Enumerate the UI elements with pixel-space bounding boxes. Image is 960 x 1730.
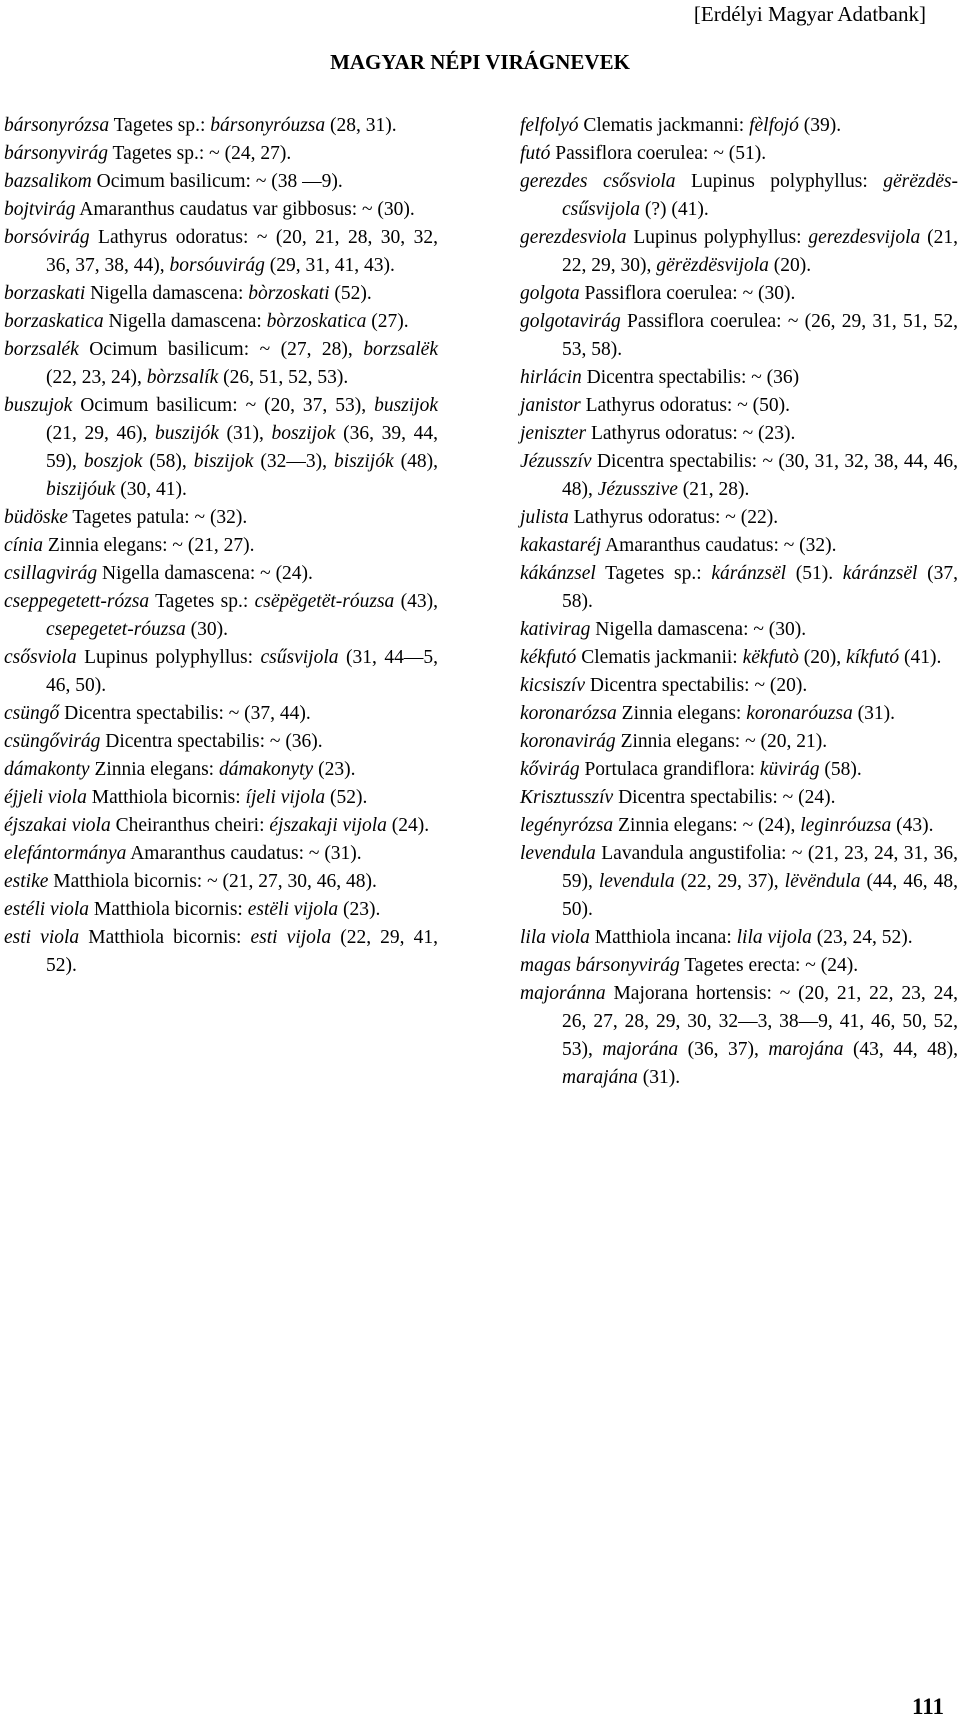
entry-text: Lathyrus odoratus: ~ (22). — [568, 507, 779, 528]
folk-name: cínia — [4, 535, 43, 556]
dictionary-entry — [4, 868, 438, 896]
folk-name: Jézusszív — [520, 451, 592, 472]
folk-name: éjjeli viola — [4, 787, 87, 808]
entry-text: Clematis jackmanni: — [578, 115, 750, 136]
folk-name: gërëzdës-csűsvijola — [562, 171, 958, 220]
entry-text: Lupinus polyphyllus: — [76, 647, 261, 668]
entry-text: (52). — [329, 283, 372, 304]
folk-name: esti vijola — [250, 927, 332, 948]
dictionary-entry — [4, 700, 438, 728]
entry-text: Lathyrus odoratus: ~ (20, 21, 28, 30, 32, 36, 37, 38, 44), — [46, 227, 438, 276]
folk-name: csűsvijola — [260, 647, 339, 668]
folk-name: lila vijola — [736, 927, 812, 948]
entry-text: Zinnia elegans: ~ (24), — [613, 815, 801, 836]
entry-text: Dicentra spectabilis: ~ (36) — [581, 367, 800, 388]
entry-text: (58), — [142, 451, 194, 472]
dictionary-entry — [520, 448, 958, 504]
folk-name: bòrzoskatica — [266, 311, 367, 332]
folk-name: gerezdesvijola — [808, 227, 921, 248]
dictionary-entry — [520, 924, 958, 952]
entry-text: Tagetes sp.: — [595, 563, 712, 584]
dictionary-entry — [4, 588, 438, 644]
entry-text: (21, 22, 29, 30), — [562, 227, 958, 276]
entry-text: Zinnia elegans: — [616, 703, 747, 724]
folk-name: borsóuvirág — [169, 255, 265, 276]
entry-text: Ocimum basilicum: ~ (38 —9). — [91, 171, 343, 192]
folk-name: julista — [520, 507, 569, 528]
folk-name: majorána — [602, 1039, 679, 1060]
entry-text: (44, 46, 48, 50). — [562, 871, 958, 920]
folk-name: biszijok — [193, 451, 254, 472]
folk-name: bòrzoskati — [248, 283, 330, 304]
entry-text: (36, 37), — [678, 1039, 769, 1060]
dictionary-entry — [4, 224, 438, 280]
entry-text: Matthiola bicornis: — [89, 899, 248, 920]
dictionary-entry — [520, 560, 958, 616]
dictionary-entry — [4, 112, 438, 140]
dictionary-entry — [520, 224, 958, 280]
entry-text: (30, 41). — [115, 479, 187, 500]
folk-name: csősviola — [4, 647, 77, 668]
folk-name: lila viola — [520, 927, 590, 948]
folk-name: golgota — [520, 283, 580, 304]
folk-name: borsóvirág — [4, 227, 90, 248]
entry-text: Majorana hortensis: ~ (20, 21, 22, 23, 24, 26, 27, 28, 29, 30, 32—3, 38—9, 41, 46, 50, 52, 53), — [562, 983, 958, 1060]
folk-name: leginróuzsa — [800, 815, 892, 836]
folk-name: buszujok — [4, 395, 73, 416]
entry-text: (37, 58). — [562, 563, 958, 612]
entry-text: Nigella damascena: ~ (30). — [590, 619, 807, 640]
entry-text: Clematis jackmanii: — [576, 647, 743, 668]
entry-text: (26, 51, 52, 53). — [218, 367, 349, 388]
entry-text: Tagetes patula: ~ (32). — [67, 507, 248, 528]
folk-name: gerezdesviola — [520, 227, 627, 248]
entry-text: (43). — [891, 815, 934, 836]
entry-text: (28, 31). — [325, 115, 397, 136]
entry-text: (39). — [798, 115, 842, 136]
dictionary-entry — [520, 672, 958, 700]
folk-name: büdöske — [4, 507, 68, 528]
entry-text: Lupinus polyphyllus: — [626, 227, 809, 248]
dictionary-entry — [520, 140, 958, 168]
folk-name: borzaskati — [4, 283, 86, 304]
dictionary-entry — [520, 980, 958, 1092]
folk-name: gerezdes csősviola — [520, 171, 676, 192]
entry-text: (23, 24, 52). — [811, 927, 913, 948]
entry-text: (48), — [393, 451, 438, 472]
folk-name: cseppegetett-rózsa — [4, 591, 150, 612]
entry-text: (22, 29, 37), — [674, 871, 785, 892]
dictionary-entry — [520, 532, 958, 560]
entry-text: Dicentra spectabilis: ~ (20). — [584, 675, 808, 696]
dictionary-entry — [4, 924, 438, 980]
folk-name: golgotavirág — [520, 311, 621, 332]
folk-name: marajána — [562, 1067, 638, 1088]
folk-name: borzaskatica — [4, 311, 104, 332]
folk-name: dámakonyty — [218, 759, 314, 780]
entry-text: (43), — [394, 591, 438, 612]
dictionary-entry — [4, 840, 438, 868]
folk-name: kákánzsel — [520, 563, 596, 584]
entry-text: Amaranthus caudatus: ~ (32). — [601, 535, 837, 556]
dictionary-entry — [4, 168, 438, 196]
entry-text: (23). — [313, 759, 356, 780]
folk-name: bazsalikom — [4, 171, 92, 192]
left-column — [4, 112, 438, 980]
folk-name: bársonyrózsa — [4, 115, 110, 136]
entry-text: (31). — [637, 1067, 681, 1088]
entry-text: Lathyrus odoratus: ~ (50). — [580, 395, 790, 416]
folk-name: kékfutó — [520, 647, 577, 668]
entry-text: (21, 28). — [677, 479, 750, 500]
folk-name: bársonyróuzsa — [210, 115, 326, 136]
dictionary-entry — [4, 560, 438, 588]
dictionary-entry — [520, 784, 958, 812]
folk-name: küvirág — [759, 759, 820, 780]
entry-text: Zinnia elegans: ~ (21, 27). — [43, 535, 255, 556]
dictionary-entry — [4, 644, 438, 700]
folk-name: boszijok — [271, 423, 336, 444]
folk-name: bársonyvirág — [4, 143, 108, 164]
folk-name: bojtvirág — [4, 199, 76, 220]
folk-name: koronavirág — [520, 731, 616, 752]
folk-name: magas bársonyvirág — [520, 955, 680, 976]
dictionary-entry — [4, 784, 438, 812]
folk-name: levendula — [598, 871, 675, 892]
folk-name: biszijóuk — [46, 479, 116, 500]
dictionary-entry — [4, 140, 438, 168]
entry-text: (31). — [852, 703, 896, 724]
dictionary-entry — [520, 280, 958, 308]
dictionary-entry — [4, 812, 438, 840]
entry-text: Dicentra spectabilis: ~ (36). — [100, 731, 323, 752]
folk-name: levendula — [520, 843, 596, 864]
dictionary-entry — [520, 308, 958, 364]
entry-text: (32—3), — [253, 451, 335, 472]
right-column — [520, 112, 958, 1092]
folk-name: káránzsël — [711, 563, 787, 584]
entry-text: (30). — [185, 619, 228, 640]
folk-name: felfolyó — [520, 115, 579, 136]
entry-text: Zinnia elegans: — [89, 759, 219, 780]
entry-text: Tagetes sp.: — [109, 115, 211, 136]
dictionary-entry — [4, 280, 438, 308]
folk-name: estëli vijola — [247, 899, 339, 920]
entry-text: (21, 29, 46), — [46, 423, 155, 444]
entry-text: Zinnia elegans: ~ (20, 21). — [615, 731, 828, 752]
entry-text: Passiflora coerulea: ~ (30). — [579, 283, 796, 304]
entry-text: (23). — [338, 899, 381, 920]
entry-text: Tagetes sp.: — [149, 591, 255, 612]
entry-text: (20), — [798, 647, 847, 668]
folk-name: íjeli vijola — [245, 787, 326, 808]
folk-name: káránzsël — [842, 563, 918, 584]
entry-text: (51). — [786, 563, 843, 584]
folk-name: Krisztusszív — [520, 787, 614, 808]
folk-name: csepegetet-róuzsa — [46, 619, 186, 640]
entry-text: (24). — [386, 815, 430, 836]
folk-name: boszjok — [83, 451, 143, 472]
folk-name: buszijok — [374, 395, 438, 416]
page-number: 111 — [912, 1694, 944, 1719]
entry-text: (?) (41). — [640, 199, 709, 220]
folk-name: dámakonty — [4, 759, 90, 780]
folk-name: csillagvirág — [4, 563, 98, 584]
folk-name: kativirag — [520, 619, 591, 640]
entry-text: Cheiranthus cheiri: — [110, 815, 270, 836]
dictionary-entry — [4, 336, 438, 392]
folk-name: koronaróuzsa — [746, 703, 853, 724]
entry-text: Nigella damascena: — [103, 311, 267, 332]
entry-text: Ocimum basilicum: ~ (20, 37, 53), — [72, 395, 375, 416]
entry-text: Lavandula angustifolia: ~ (21, 23, 24, 31, 36, 59), — [562, 843, 958, 892]
dictionary-entry — [4, 532, 438, 560]
folk-name: éjszakai viola — [4, 815, 111, 836]
entry-text: (36, 39, 44, 59), — [46, 423, 438, 472]
dictionary-entry — [520, 392, 958, 420]
entry-text: Tagetes sp.: ~ (24, 27). — [108, 143, 292, 164]
dictionary-entry — [4, 896, 438, 924]
entry-text: (27). — [366, 311, 409, 332]
folk-name: buszijók — [155, 423, 219, 444]
entry-text: Amaranthus caudatus var gibbosus: ~ (30). — [75, 199, 415, 220]
folk-name: estike — [4, 871, 49, 892]
dictionary-entry — [520, 112, 958, 140]
folk-name: borzsalëk — [363, 339, 438, 360]
dictionary-entry — [520, 952, 958, 980]
dictionary-entry — [4, 392, 438, 504]
entry-text: Lathyrus odoratus: ~ (23). — [586, 423, 796, 444]
entry-text: (41). — [899, 647, 942, 668]
folk-name: legényrózsa — [520, 815, 614, 836]
entry-text: (20). — [768, 255, 812, 276]
source-header: [Erdélyi Magyar Adatbank] — [693, 2, 926, 26]
entry-text: (43, 44, 48), — [843, 1039, 958, 1060]
dictionary-entry — [520, 364, 958, 392]
folk-name: kíkfutó — [846, 647, 900, 668]
entry-text: Lupinus polyphyllus: — [675, 171, 884, 192]
entry-text: (31, 44—5, 46, 50). — [46, 647, 438, 696]
entry-text: (58). — [819, 759, 862, 780]
folk-name: lëvëndula — [784, 871, 861, 892]
folk-name: biszijók — [334, 451, 394, 472]
folk-name: fèlfojó — [749, 115, 799, 136]
dictionary-entry — [520, 504, 958, 532]
dictionary-entry — [520, 420, 958, 448]
folk-name: Jézusszive — [597, 479, 678, 500]
entry-text: (29, 31, 41, 43). — [264, 255, 395, 276]
folk-name: estéli viola — [4, 899, 90, 920]
entry-text: Nigella damascena: ~ (24). — [97, 563, 313, 584]
folk-name: janistor — [520, 395, 581, 416]
entry-text: (22, 23, 24), — [46, 367, 147, 388]
page-title: MAGYAR NÉPI VIRÁGNEVEK — [330, 50, 630, 74]
entry-text: Passiflora coerulea: ~ (51). — [550, 143, 767, 164]
entry-text: (52). — [325, 787, 368, 808]
folk-name: gërëzdësvijola — [656, 255, 769, 276]
folk-name: hirlácin — [520, 367, 582, 388]
entry-text: Ocimum basilicum: ~ (27, 28), — [78, 339, 364, 360]
entry-text: Matthiola bicornis: — [86, 787, 246, 808]
entry-text: Tagetes erecta: ~ (24). — [679, 955, 859, 976]
dictionary-entry — [520, 728, 958, 756]
dictionary-entry — [520, 700, 958, 728]
folk-name: kakastaréj — [520, 535, 602, 556]
entry-text: Matthiola bicornis: — [79, 927, 251, 948]
dictionary-entry — [520, 616, 958, 644]
folk-name: jeniszter — [520, 423, 587, 444]
folk-name: marojána — [768, 1039, 844, 1060]
entry-text: Amaranthus caudatus: ~ (31). — [126, 843, 362, 864]
folk-name: kicsiszív — [520, 675, 585, 696]
entry-text: (31), — [218, 423, 272, 444]
folk-name: esti viola — [4, 927, 80, 948]
folk-name: csüngő — [4, 703, 60, 724]
folk-name: csüngővirág — [4, 731, 101, 752]
entry-text: Passiflora coerulea: ~ (26, 29, 31, 51, 52, 53, 58). — [562, 311, 958, 360]
folk-name: bòrzsalík — [146, 367, 219, 388]
dictionary-entry — [4, 308, 438, 336]
folk-name: csëpëgetët-róuzsa — [254, 591, 395, 612]
entry-text: Matthiola incana: — [589, 927, 737, 948]
folk-name: kővirág — [520, 759, 580, 780]
entry-text: Dicentra spectabilis: ~ (24). — [613, 787, 836, 808]
entry-text: Nigella damascena: — [85, 283, 249, 304]
folk-name: elefántormánya — [4, 843, 127, 864]
folk-name: koronarózsa — [520, 703, 617, 724]
folk-name: këkfutò — [742, 647, 799, 668]
entry-text: (22, 29, 41, 52). — [46, 927, 439, 976]
dictionary-entry — [4, 196, 438, 224]
folk-name: futó — [520, 143, 551, 164]
dictionary-entry — [520, 168, 958, 224]
entry-text: Dicentra spectabilis: ~ (37, 44). — [59, 703, 311, 724]
entry-text: Portulaca grandiflora: — [579, 759, 760, 780]
dictionary-entry — [520, 756, 958, 784]
folk-name: majoránna — [520, 983, 606, 1004]
dictionary-entry — [4, 504, 438, 532]
dictionary-entry — [4, 728, 438, 756]
folk-name: borzsalék — [4, 339, 79, 360]
dictionary-entry — [520, 644, 958, 672]
entry-text: Matthiola bicornis: ~ (21, 27, 30, 46, 48). — [48, 871, 377, 892]
folk-name: éjszakaji vijola — [269, 815, 387, 836]
dictionary-entry — [520, 840, 958, 924]
dictionary-entry — [520, 812, 958, 840]
entry-text: Dicentra spectabilis: ~ (30, 31, 32, 38, 44, 46, 48), — [562, 451, 958, 500]
dictionary-entry — [4, 756, 438, 784]
